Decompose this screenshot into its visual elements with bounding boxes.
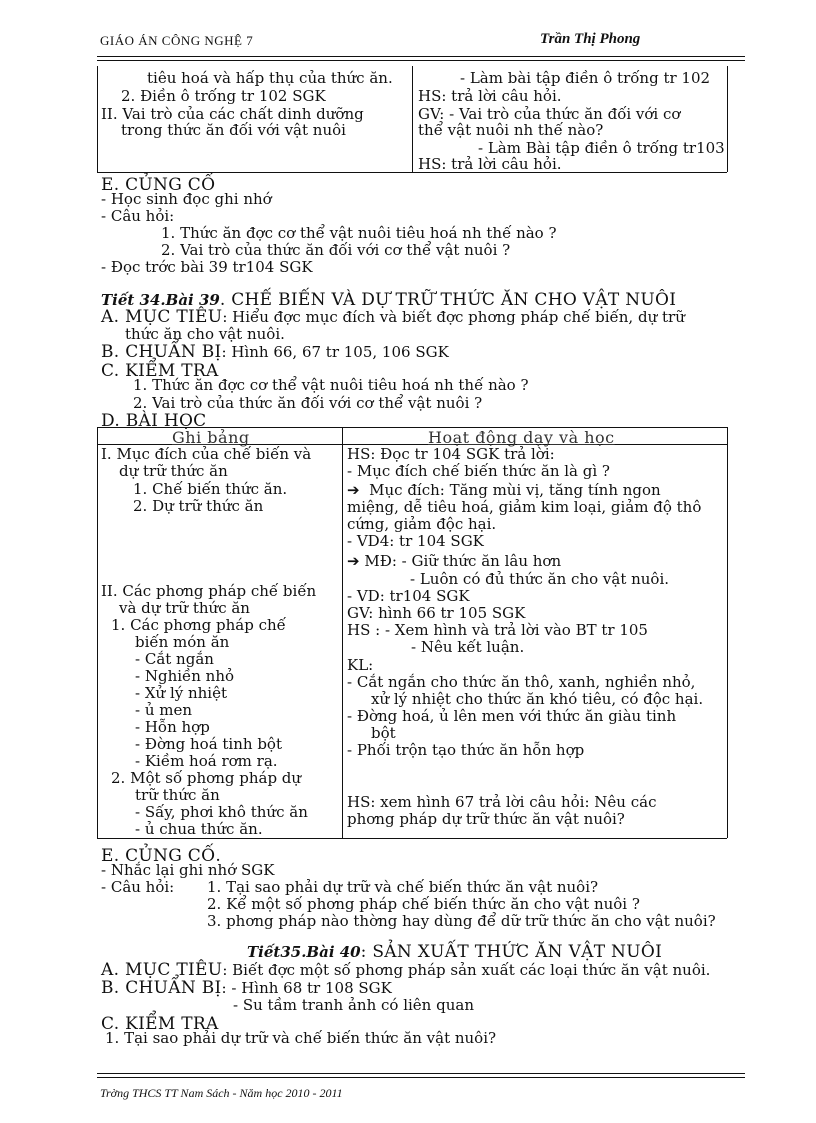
- footer-rule-1: [97, 1073, 745, 1074]
- top-left-line: trong thức ăn đối với vật nuôi: [121, 121, 346, 139]
- prep-label: B. CHUẨN BỊ: [101, 342, 222, 362]
- header-author: Trần Thị Phong: [540, 31, 641, 47]
- lesson-name: : SẢN XUẤT THỨC ĂN VẬT NUÔI: [360, 942, 663, 962]
- top-left-line: 2. Điền ô trống tr 102 SGK: [121, 87, 326, 105]
- top-table-border-left: [97, 66, 98, 172]
- top-table-divider: [412, 66, 413, 172]
- left-cell-line: II. Các phơng pháp chế biến: [101, 582, 317, 600]
- top-table-border-right: [727, 66, 728, 172]
- main-table-bottom: [97, 838, 727, 839]
- right-cell-line: - VD: tr104 SGK: [347, 587, 470, 605]
- header-rule-2: [97, 60, 745, 61]
- left-cell-line: 2. Dự trữ thức ăn: [133, 497, 264, 515]
- right-cell-line: miệng, dễ tiêu hoá, giảm kim loại, giảm độ thô: [347, 498, 702, 516]
- left-cell-line: - ủ men: [135, 701, 193, 719]
- left-cell-line: - Xử lý nhiệt: [135, 684, 228, 702]
- header-title: GIÁO ÁN CÔNG NGHỆ 7: [100, 33, 254, 48]
- footer-text: Trờng THCS TT Nam Sách - Năm học 2010 - 2011: [100, 1086, 343, 1100]
- right-cell-line: [347, 482, 661, 499]
- right-cell-line: bột: [371, 724, 396, 742]
- prep-line: [101, 980, 392, 997]
- right-cell-line: HS : - Xem hình và trả lời vào BT tr 105: [347, 621, 648, 639]
- arrow-right-icon: ➔: [347, 552, 360, 570]
- check-item: 2. Vai trò của thức ăn đối với cơ thể vật nuôi ?: [133, 394, 483, 412]
- lesson-label: D. BÀI HỌC: [101, 411, 207, 431]
- right-cell-line: HS: xem hình 67 trả lời câu hỏi: Nêu các: [347, 793, 657, 811]
- text-line: - Câu hỏi:: [101, 207, 175, 225]
- left-cell-line: - ủ chua thức ăn.: [135, 820, 263, 838]
- objective-text: : Hiểu đợc mục đích và biết đợc phơng pháp chế biến, dự trữ: [222, 308, 685, 326]
- right-cell-text: Mục đích: Tăng mùi vị, tăng tính ngon: [369, 481, 661, 499]
- top-left-line: II. Vai trò của các chất dinh dưỡng: [101, 105, 364, 123]
- prep-label: B. CHUẨN BỊ: [101, 978, 222, 998]
- right-cell-line: xử lý nhiệt cho thức ăn khó tiêu, có độc hại.: [371, 690, 704, 708]
- right-cell-line: [347, 553, 561, 570]
- right-cell-line: - Đờng hoá, ủ lên men với thức ăn giàu tinh: [347, 707, 677, 725]
- lesson-name: . CHẾ BIẾN VÀ DỰ TRỮ THỨC ĂN CHO VẬT NUÔI: [219, 290, 677, 310]
- objective-label: A. MỤC TIÊU: [101, 307, 223, 327]
- right-cell-line: phơng pháp dự trữ thức ăn vật nuôi?: [347, 810, 625, 828]
- right-cell-line: - VD4: tr 104 SGK: [347, 532, 484, 550]
- left-cell-line: 2. Một số phơng pháp dự: [111, 769, 302, 787]
- left-cell-line: - Nghiền nhỏ: [135, 667, 235, 685]
- text-line: 2. Vai trò của thức ăn đối với cơ thể vật nuôi ?: [161, 241, 511, 259]
- left-cell-line: - Hỗn hợp: [135, 718, 210, 736]
- text-line: 1. Thức ăn đợc cơ thể vật nuôi tiêu hoá nh thế nào ?: [161, 224, 557, 242]
- text-line: - Nhắc lại ghi nhớ SGK: [101, 861, 275, 879]
- right-cell-line: - Mục đích chế biến thức ăn là gì ?: [347, 462, 610, 480]
- right-cell-line: KL:: [347, 656, 374, 674]
- prep-text-2: - Su tầm tranh ảnh có liên quan: [233, 996, 474, 1014]
- top-right-line: GV: - Vai trò của thức ăn đối với cơ: [418, 105, 681, 123]
- left-cell-line: biến món ăn: [135, 633, 230, 651]
- right-cell-line: GV: hình 66 tr 105 SGK: [347, 604, 526, 622]
- top-right-line: - Làm Bài tập điền ô trống tr103: [478, 139, 725, 157]
- question-line: 1. Tại sao phải dự trữ và chế biến thức ăn vật nuôi?: [207, 878, 599, 896]
- section-heading: E. CỦNG CỐ.: [101, 846, 222, 866]
- lesson-number: Tiết 34.Bài 39: [101, 291, 220, 309]
- left-cell-line: dự trữ thức ăn: [119, 462, 228, 480]
- main-table-left: [97, 427, 98, 838]
- footer-rule-2: [97, 1077, 745, 1078]
- objective-line: [101, 309, 685, 326]
- left-cell-line: 1. Chế biến thức ăn.: [133, 480, 288, 498]
- check-label: C. KIỂM TRA: [101, 361, 219, 381]
- left-cell-line: - Kiềm hoá rơm rạ.: [135, 752, 278, 770]
- prep-line: [101, 344, 449, 361]
- prep-text: : - Hình 68 tr 108 SGK: [221, 979, 392, 997]
- section-heading: E. CỦNG CỐ: [101, 175, 216, 195]
- right-cell-line: - Cắt ngắn cho thức ăn thô, xanh, nghiền nhỏ,: [347, 673, 696, 691]
- left-cell-line: - Sấy, phơi khô thức ăn: [135, 803, 308, 821]
- right-cell-line: - Luôn có đủ thức ăn cho vật nuôi.: [410, 570, 670, 588]
- right-cell-text: MĐ: - Giữ thức ăn lâu hơn: [364, 552, 562, 570]
- objective-text: : Biết đợc một số phơng pháp sản xuất các loại thức ăn vật nuôi.: [222, 961, 711, 979]
- objective-line: [101, 962, 710, 979]
- top-right-line: HS: trả lời câu hỏi.: [418, 155, 562, 173]
- top-table-bottom: [97, 172, 727, 173]
- text-line: - Học sinh đọc ghi nhớ: [101, 190, 272, 208]
- top-right-line: - Làm bài tập điền ô trống tr 102: [460, 69, 711, 87]
- header-rule-1: [97, 56, 745, 57]
- column-header-right: Hoạt động dạy và học: [428, 428, 615, 447]
- top-right-line: thể vật nuôi nh thế nào?: [418, 121, 604, 139]
- right-cell-line: - Nêu kết luận.: [411, 638, 525, 656]
- check-label: C. KIỂM TRA: [101, 1014, 219, 1034]
- arrow-right-icon: ➔: [347, 481, 360, 499]
- left-cell-line: I. Mục đích của chế biến và: [101, 445, 312, 463]
- right-cell-line: HS: Đọc tr 104 SGK trả lời:: [347, 445, 555, 463]
- left-cell-line: trữ thức ăn: [135, 786, 220, 804]
- text-line: - Đọc trớc bài 39 tr104 SGK: [101, 258, 313, 276]
- lesson-title: [247, 942, 662, 962]
- check-item: 1. Thức ăn đợc cơ thể vật nuôi tiêu hoá nh thế nào ?: [133, 376, 529, 394]
- check-item: 1. Tại sao phải dự trữ và chế biến thức ăn vật nuôi?: [105, 1029, 497, 1047]
- left-cell-line: 1. Các phơng pháp chế: [111, 616, 286, 634]
- top-left-line: tiêu hoá và hấp thụ của thức ăn.: [147, 69, 393, 87]
- main-table-divider: [342, 427, 343, 838]
- prep-text: : Hình 66, 67 tr 105, 106 SGK: [221, 343, 449, 361]
- left-cell-line: - Cắt ngắn: [135, 650, 214, 668]
- top-right-line: HS: trả lời câu hỏi.: [418, 87, 562, 105]
- right-cell-line: cứng, giảm độc hại.: [347, 515, 497, 533]
- main-table-right: [727, 427, 728, 838]
- left-cell-line: - Đờng hoá tinh bột: [135, 735, 282, 753]
- objective-label: A. MỤC TIÊU: [101, 960, 223, 980]
- question-line: 2. Kể một số phơng pháp chế biến thức ăn cho vật nuôi ?: [207, 895, 640, 913]
- column-header-left: Ghi bảng: [172, 428, 250, 447]
- text-line: - Câu hỏi:: [101, 878, 175, 896]
- right-cell-line: - Phối trộn tạo thức ăn hỗn hợp: [347, 741, 585, 759]
- question-line: 3. phơng pháp nào thờng hay dùng để dữ trữ thức ăn cho vật nuôi?: [207, 912, 716, 930]
- left-cell-line: và dự trữ thức ăn: [119, 599, 250, 617]
- lesson-number: Tiết35.Bài 40: [247, 943, 361, 961]
- objective-text-2: thức ăn cho vật nuôi.: [125, 325, 285, 343]
